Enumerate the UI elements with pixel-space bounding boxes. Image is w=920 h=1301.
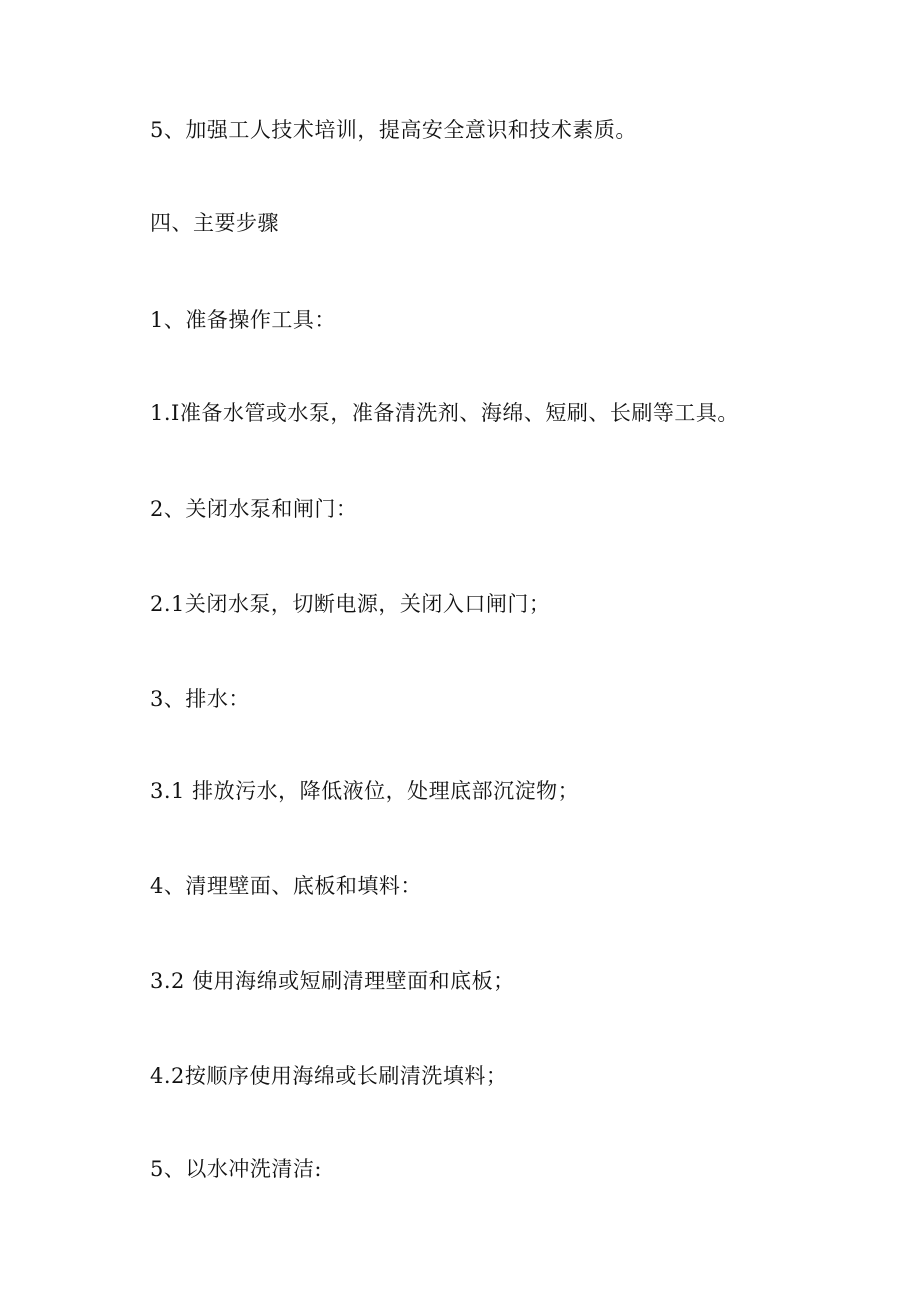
step-1-heading: 1、准备操作工具：	[150, 308, 336, 332]
step-2-heading: 2、关闭水泵和闸门：	[150, 497, 358, 521]
step-5-heading: 5、以水冲洗清洁:	[150, 1157, 322, 1181]
step-4-2-text: 4.2按顺序使用海绵或长刷清洗填料；	[150, 1064, 508, 1088]
step-2-1-text: 2.1关闭水泵，切断电源，关闭入口闸门；	[150, 592, 551, 616]
step-1-1-text: 1.I准备水管或水泵，准备清洗剂、海绵、短刷、长刷等工具。	[150, 401, 739, 425]
step-3-heading: 3、排水：	[150, 687, 250, 711]
step-3-1-text: 3.1 排放污水，降低液位，处理底部沉淀物；	[150, 779, 580, 803]
step-3-2-text: 3.2 使用海绵或短刷清理壁面和底板；	[150, 969, 515, 993]
section-heading-main-steps: 四、主要步骤	[150, 211, 279, 235]
step-4-heading: 4、清理壁面、底板和填料：	[150, 874, 422, 898]
paragraph-worker-training: 5、加强工人技术培训，提高安全意识和技术素质。	[150, 118, 637, 142]
